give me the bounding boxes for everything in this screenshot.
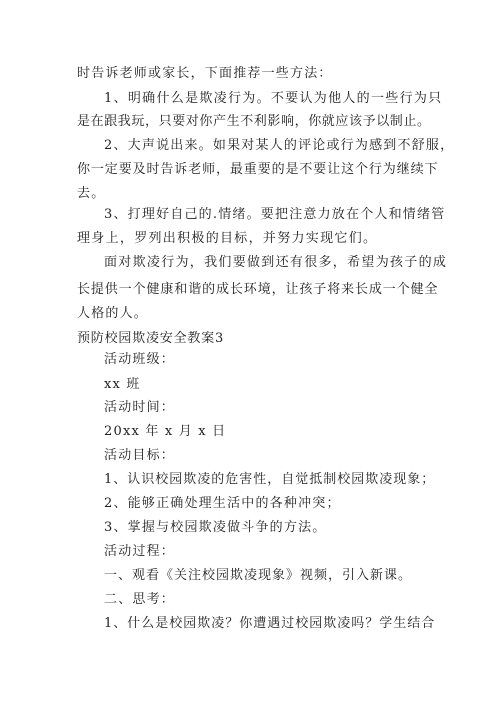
body-line-6: 去。: [77, 186, 106, 201]
body-line-7: 3、打理好自己的.情绪。要把注意力放在个人和情绪管: [104, 207, 446, 222]
body-line-5: 你一定要及时告诉老师，最重要的是不要让这个行为继续下: [77, 162, 439, 177]
body-line-10: 长提供一个健康和谐的成长环境，让孩子将来长成一个健全: [77, 282, 439, 297]
body-line-3: 是在跟我玩，只要对你产生不利影响，你就应该予以制止。: [77, 114, 431, 129]
body-line-2: 1、明确什么是欺凌行为。不要认为他人的一些行为只: [104, 91, 443, 106]
body-line-23: 二、思考：: [104, 592, 176, 607]
body-line-22: 一、观看《关注校园欺凌现象》视频，引入新课。: [104, 568, 413, 583]
body-line-19: 2、能够正确处理生活中的各种冲突；: [104, 496, 341, 511]
body-line-13: 活动班级：: [104, 352, 176, 367]
body-line-18: 1、认识校园欺凌的危害性，自觉抵制校园欺凌现象；: [104, 472, 436, 487]
body-line-16: 20xx 年 x 月 x 日: [104, 424, 227, 439]
body-line-24: 1、什么是校园欺凌？你遭遇过校园欺凌吗？学生结合: [104, 616, 436, 631]
body-line-17: 活动目标：: [104, 448, 176, 463]
body-line-21: 活动过程：: [104, 544, 176, 559]
body-line-11: 人格的人。: [77, 306, 149, 321]
body-line-9: 面对欺凌行为，我们要做到还有很多，希望为孩子的成: [104, 255, 448, 270]
body-line-15: 活动时间：: [104, 400, 176, 415]
body-line-4: 2、大声说出来。如果对某人的评论或行为感到不舒服，: [104, 138, 455, 153]
body-line-1: 时告诉老师或家长，下面推荐一些方法：: [77, 66, 333, 81]
body-line-8: 理身上，罗列出积极的目标，并努力实现它们。: [77, 231, 378, 246]
body-line-14: xx 班: [104, 377, 141, 392]
section-heading: 预防校园欺凌安全教案3: [77, 331, 225, 346]
body-line-20: 3、掌握与校园欺凌做斗争的方法。: [104, 520, 327, 535]
